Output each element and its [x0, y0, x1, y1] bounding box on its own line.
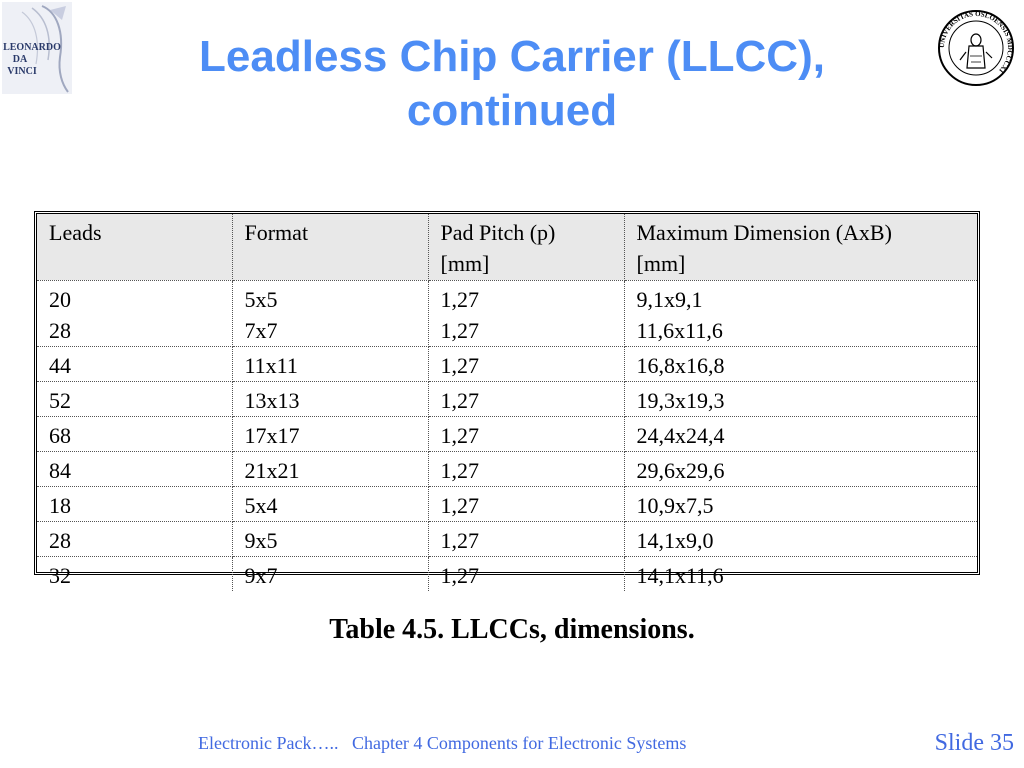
llcc-table-container: [34, 211, 980, 588]
cell-format: 9x5: [232, 521, 428, 556]
cell-pitch: 1,27: [428, 451, 624, 486]
title-line-1: Leadless Chip Carrier (LLCC),: [199, 32, 825, 81]
table-row: [37, 416, 977, 451]
leonardo-da-vinci-logo: [2, 2, 72, 94]
table-row: [37, 451, 977, 486]
cell-format: 5x5 7x7: [232, 280, 428, 346]
cell-dimension: 19,3x19,3: [624, 381, 977, 416]
cell-pitch: 1,27: [428, 416, 624, 451]
cell-dimension: 14,1x9,0: [624, 521, 977, 556]
cell-leads: 28: [37, 521, 232, 556]
slide-number: Slide 35: [934, 730, 1014, 756]
cell-pitch: 1,27: [428, 486, 624, 521]
logo-text-3: VINCI: [7, 66, 37, 77]
table-header-row: [37, 214, 977, 280]
table-row: [37, 280, 977, 346]
header-pad-pitch: Pad Pitch (p) [mm]: [428, 214, 624, 280]
cell-pitch: 1,27: [428, 521, 624, 556]
table-caption: Table 4.5. LLCCs, dimensions.: [329, 614, 695, 645]
header-maximum-dimension: Maximum Dimension (AxB) [mm]: [624, 214, 977, 280]
table-row: [37, 556, 977, 591]
llcc-dimensions-table: [37, 214, 977, 591]
table-row: [37, 486, 977, 521]
cell-dimension: 9,1x9,1 11,6x11,6: [624, 280, 977, 346]
cell-format: 17x17: [232, 416, 428, 451]
cell-leads: 68: [37, 416, 232, 451]
cell-leads: 32: [37, 556, 232, 591]
cell-pitch: 1,27 1,27: [428, 280, 624, 346]
cell-leads: 20 28: [37, 280, 232, 346]
logo-text-2: DA: [12, 54, 28, 65]
table-row: [37, 381, 977, 416]
cell-dimension: 29,6x29,6: [624, 451, 977, 486]
cell-dimension: 14,1x11,6: [636, 562, 724, 588]
cell-format: 21x21: [232, 451, 428, 486]
cell-leads: 44: [37, 346, 232, 381]
title-line-2: continued: [406, 86, 618, 135]
cell-pitch: 1,27: [428, 346, 624, 381]
footer-text: Electronic Pack….. Chapter 4 Components for Electronic Systems: [198, 733, 687, 753]
cell-format: 9x7: [232, 556, 428, 591]
university-seal-logo: [936, 8, 1016, 88]
header-leads: Leads: [37, 214, 232, 280]
seal-text: UNIVERSITAS OSLOENSIS MDCCCXI: [937, 9, 1015, 75]
cell-pitch: 1,27: [428, 381, 624, 416]
cell-format: 13x13: [232, 381, 428, 416]
cell-dimension: 24,4x24,4: [624, 416, 977, 451]
table-row: [37, 521, 977, 556]
header-format: Format: [232, 214, 428, 280]
cell-leads: 84: [37, 451, 232, 486]
cell-dimension: 10,9x7,5: [624, 486, 977, 521]
slide-title: [100, 30, 924, 138]
cell-format: 5x4: [232, 486, 428, 521]
table-row: [37, 346, 977, 381]
cell-format: 11x11: [232, 346, 428, 381]
cell-leads: 18: [37, 486, 232, 521]
logo-text-1: LEONARDO: [3, 42, 61, 53]
cell-leads: 52: [37, 381, 232, 416]
cell-pitch: 1,27: [428, 556, 624, 591]
cell-dimension: 16,8x16,8: [624, 346, 977, 381]
